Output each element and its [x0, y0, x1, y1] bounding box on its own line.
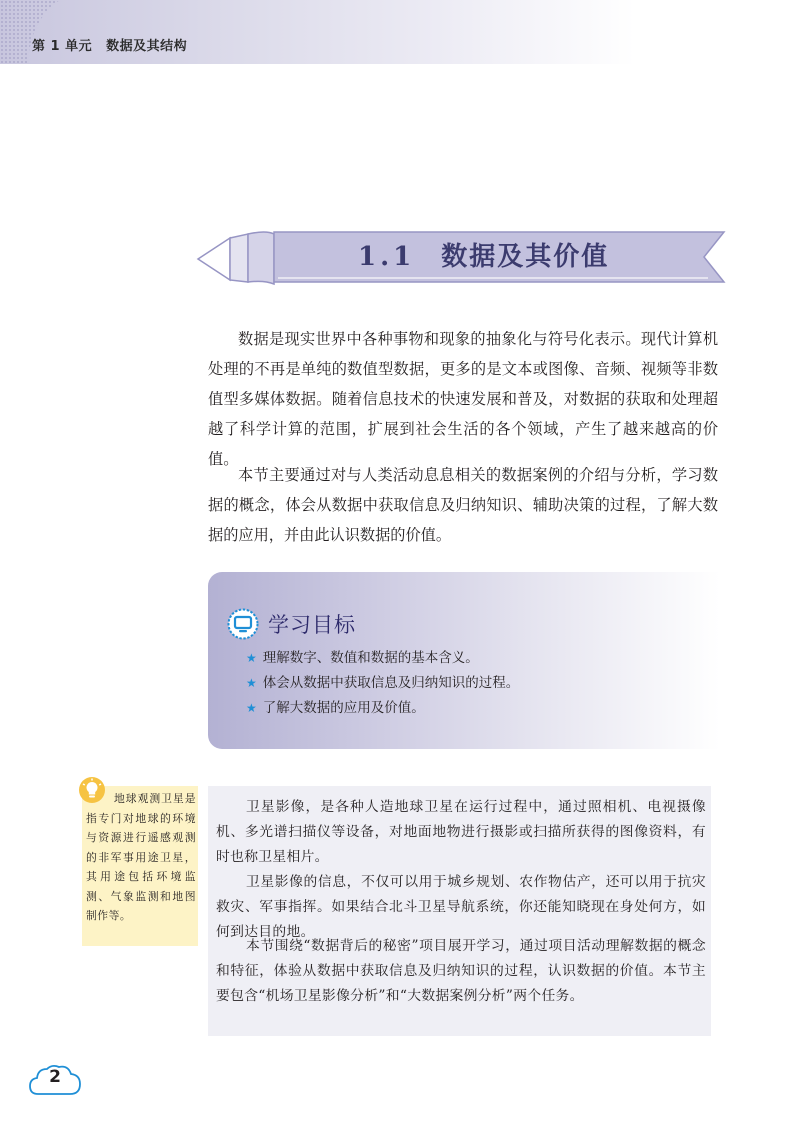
- header-decoration: [0, 0, 60, 64]
- objective-text: 理解数字、数值和数据的基本含义。: [262, 650, 479, 666]
- objective-text: 了解大数据的应用及价值。: [262, 700, 425, 716]
- satellite-paragraph-2: 卫星影像的信息，不仅可以用于城乡规划、农作物估产，还可以用于抗灾救灾、军事指挥。如果结合北斗卫星导航系统，你还能知晓现在身处何方，如何到达目的地。: [216, 874, 706, 940]
- satellite-paragraph-1: 卫星影像，是各种人造地球卫星在运行过程中，通过照相机、电视摄像机、多光谱扫描仪等设备，对地面地物进行摄影或扫描所获得的图像资料，有时也称卫星相片。: [216, 799, 706, 865]
- star-icon: ★: [246, 651, 257, 665]
- header-bar: [0, 0, 794, 64]
- monitor-icon: [227, 608, 259, 640]
- star-icon: ★: [246, 676, 257, 690]
- objective-item: [246, 696, 519, 721]
- unit-label: 第 1 单元: [32, 39, 93, 54]
- satellite-paragraph-3: 本节围绕“数据背后的秘密”项目展开学习，通过项目活动理解数据的概念和特征，体验从数据中获取信息及归纳知识的过程，认识数据的价值。本节主要包含“机场卫星影像分析”和“大数据案例分析”两个任务。: [216, 938, 706, 1004]
- page-number: 2: [49, 1067, 61, 1087]
- intro-paragraph-1: 数据是现实世界中各种事物和现象的抽象化与符号化表示。现代计算机处理的不再是单纯的数值型数据，更多的是文本或图像、音频、视频等非数值型多媒体数据。随着信息技术的快速发展和普及，对数据的获取和处理超越了科学计算的范围，扩展到社会生活的各个领域，产生了越来越高的价值。: [208, 330, 718, 468]
- objective-item: [246, 671, 519, 696]
- objective-item: [246, 646, 519, 671]
- section-title-text: 数据及其价值: [441, 242, 610, 272]
- objectives-list: [246, 646, 519, 721]
- star-icon: ★: [246, 701, 257, 715]
- running-header: [32, 35, 201, 54]
- objectives-title: 学习目标: [268, 613, 356, 637]
- objective-text: 体会从数据中获取信息及归纳知识的过程。: [262, 675, 520, 691]
- side-note-text: 地球观测卫星是指专门对地球的环境与资源进行遥感观测的非军事用途卫星，其用途包括环境监测、气象监测和地图制作等。: [86, 792, 196, 922]
- section-number: 1.1: [358, 242, 416, 272]
- section-title: [358, 236, 658, 276]
- intro-paragraph-2: 本节主要通过对与人类活动息息相关的数据案例的介绍与分析，学习数据的概念，体会从数据中获取信息及归纳知识、辅助决策的过程，了解大数据的应用，并由此认识数据的价值。: [208, 466, 718, 544]
- unit-title: 数据及其结构: [106, 39, 188, 54]
